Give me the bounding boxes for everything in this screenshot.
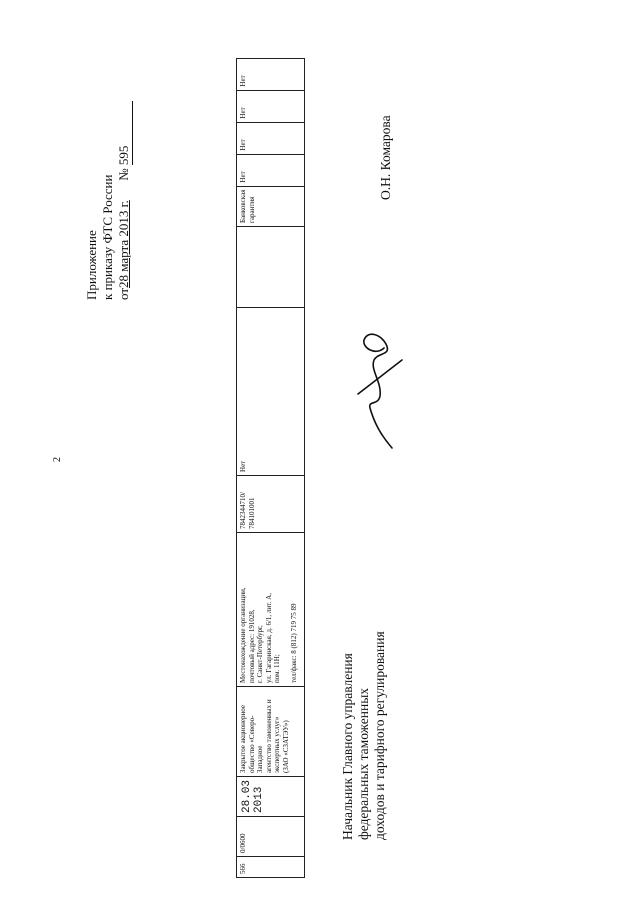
signatory-title (340, 631, 388, 840)
cell-inn-kpp (237, 475, 305, 532)
annex-order-number: 595 (116, 101, 133, 165)
signatory-name: О.Н. Комарова (378, 115, 393, 200)
annex-date: 28 марта 2013 г. (116, 200, 131, 288)
annex-order-ref: к приказу ФТС России (100, 174, 115, 300)
address-line: почтовый адрес: 191028, (247, 609, 256, 683)
kpp: 784101001 (247, 497, 256, 529)
cell-flag-a: Нет (237, 154, 305, 186)
inn: 7842344710/ (239, 492, 247, 529)
cell-flag-b: Нет (237, 122, 305, 154)
cell-organization (237, 686, 305, 776)
org-line: экспертных услуг» (273, 716, 281, 773)
registry-table (236, 58, 305, 878)
address-line: г. Санкт-Петербург, (256, 625, 264, 683)
address-line: ул. Гагаринская, д. 6/1, лит. А, (264, 593, 273, 683)
address-line (282, 536, 291, 683)
security-line: гарантия (247, 196, 256, 223)
address-line: Местонахождение организации, (239, 587, 247, 683)
date-year: 2013 (253, 786, 265, 813)
cell-address (237, 532, 305, 686)
org-line: (ЗАО «СЗАТЭУ») (281, 720, 290, 773)
cell-row-number: 566 (237, 857, 305, 878)
org-line: Закрытое акционерное (239, 705, 247, 773)
signatory-title-line: Начальник Главного управления (340, 653, 355, 840)
cell-security (237, 186, 305, 226)
security-line: Банковская (239, 189, 247, 223)
cell-branches: Нет (237, 307, 305, 475)
page-number: 2 (52, 457, 63, 462)
org-line: агентство таможенных и (264, 699, 273, 773)
cell-empty (237, 226, 305, 307)
cell-flag-c: Нет (237, 90, 305, 122)
annex-date-prefix: от (116, 287, 131, 300)
org-line: общество «Северо-Западное (247, 715, 264, 773)
annex-header (84, 101, 133, 300)
annex-date-line (116, 101, 133, 300)
signatory-title-line: федеральных таможенных (356, 687, 371, 840)
address-line: пом. 11Н; (273, 654, 281, 683)
annex-number-prefix: № (116, 168, 131, 181)
cell-code: 0/0600 (237, 817, 305, 857)
signatory-title-line: доходов и тарифного регулирования (372, 631, 387, 840)
annex-title: Приложение (84, 230, 99, 300)
handwritten-signature (340, 322, 410, 452)
table-row (237, 58, 305, 877)
cell-flag-d: Нет (237, 58, 305, 90)
date-day-month: 28.03 (241, 779, 253, 813)
address-phone: тел/факс: 8 (812) 719 75 89 (290, 603, 298, 683)
cell-date (237, 776, 305, 816)
